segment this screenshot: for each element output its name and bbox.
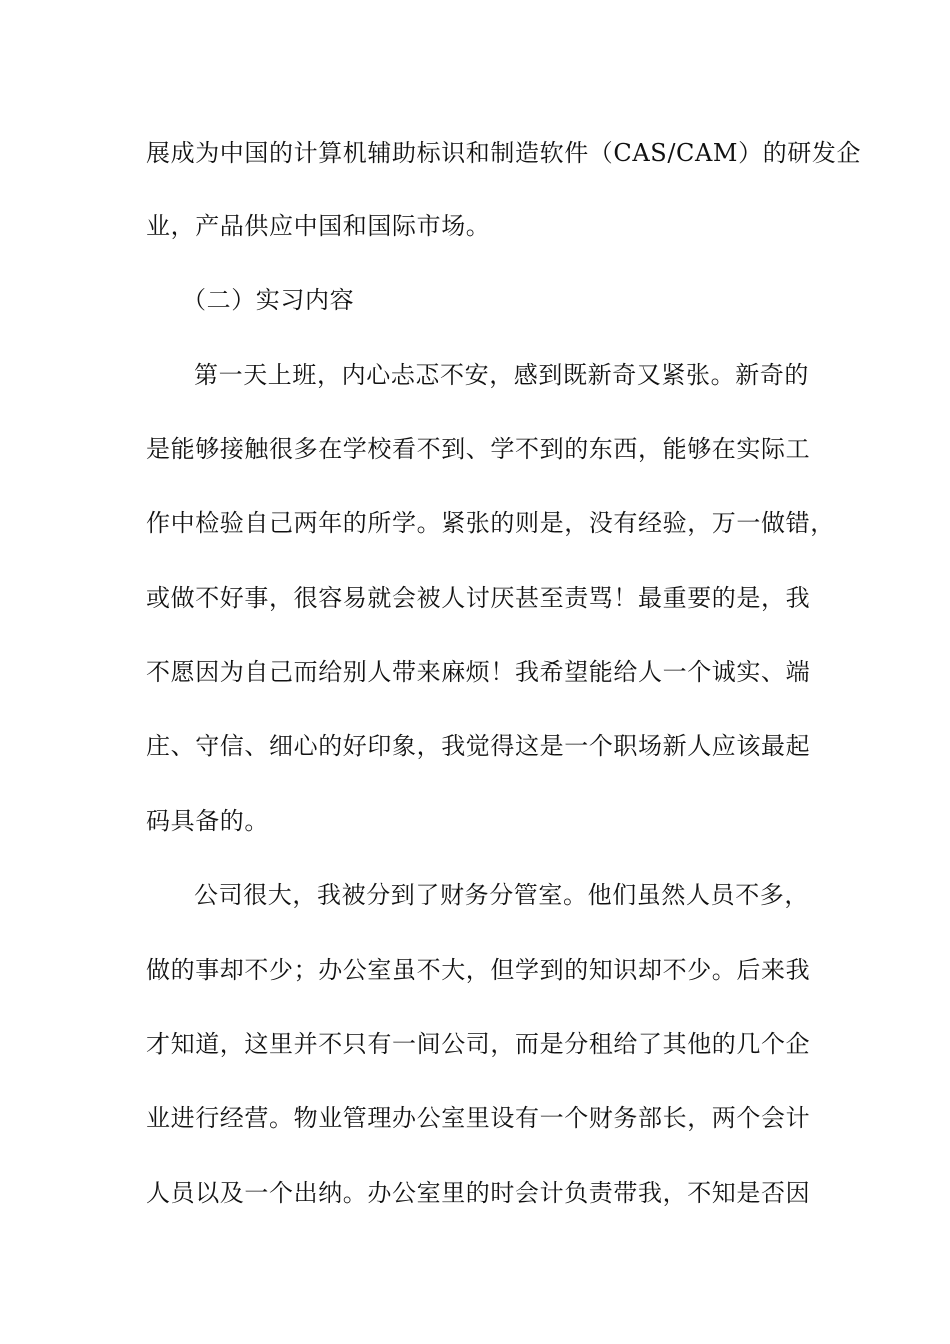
text-line: 业，产品供应中国和国际市场。 xyxy=(146,212,491,240)
text-line: 庄、守信、细心的好印象，我觉得这是一个职场新人应该最起 xyxy=(146,732,811,760)
paragraph-first-line: 第一天上班，内心忐忑不安，感到既新奇又紧张。新奇的 xyxy=(194,361,809,389)
text-line: 才知道，这里并不只有一间公司，而是分租给了其他的几个企 xyxy=(146,1030,811,1058)
text-line: 业进行经营。物业管理办公室里设有一个财务部长，两个会计 xyxy=(146,1104,811,1132)
text-line: 人员以及一个出纳。办公室里的时会计负责带我，不知是否因 xyxy=(146,1179,811,1207)
section-heading: （二）实习内容 xyxy=(182,286,355,314)
paragraph-first-line: 公司很大，我被分到了财务分管室。他们虽然人员不多， xyxy=(194,881,809,909)
text-line: 码具备的。 xyxy=(146,807,269,835)
text-line: 是能够接触很多在学校看不到、学不到的东西，能够在实际工 xyxy=(146,435,811,463)
text-line: 作中检验自己两年的所学。紧张的则是，没有经验，万一做错， xyxy=(146,509,835,537)
text-line: 展成为中国的计算机辅助标识和制造软件（CAS/CAM）的研发企 xyxy=(146,139,862,167)
text-line: 做的事却不少；办公室虽不大，但学到的知识却不少。后来我 xyxy=(146,956,811,984)
text-line: 不愿因为自己而给别人带来麻烦！我希望能给人一个诚实、端 xyxy=(146,658,811,686)
text-line: 或做不好事，很容易就会被人讨厌甚至责骂！最重要的是，我 xyxy=(146,584,811,612)
